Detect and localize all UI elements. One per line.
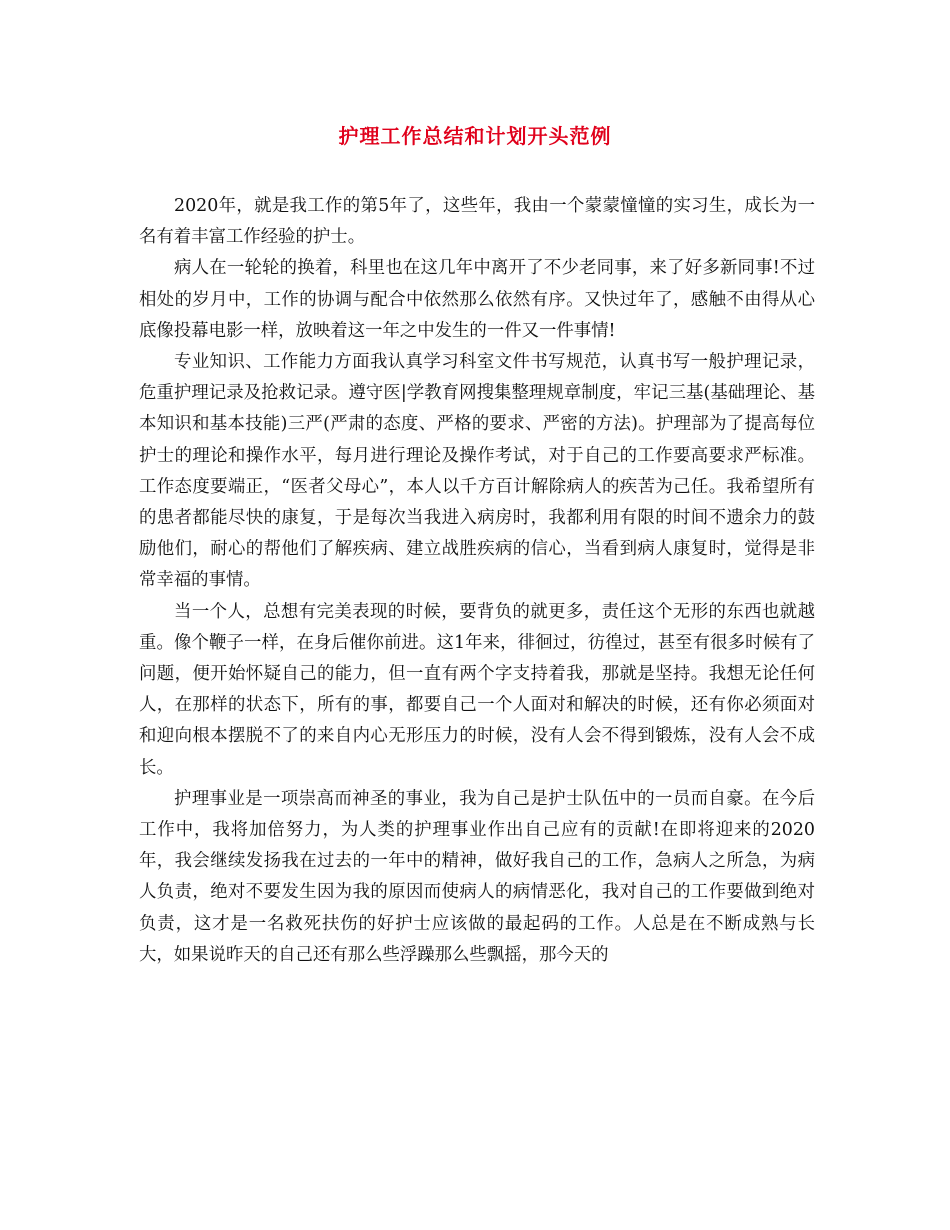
paragraph: 专业知识、工作能力方面我认真学习科室文件书写规范，认真书写一般护理记录，危重护理记录及抢救记录。遵守医|学教育网搜集整理规章制度，牢记三基(基础理论、基本知识和基本技能)三严(严肃的态度、严格的要求、严密的方法)。护理部为了提高每位护士的理论和操作水平，每月进行理论及操作考试，对于自己的工作要高要求严标准。工作态度要端正，“医者父母心”，本人以千方百计解除病人的疾苦为己任。我希望所有的患者都能尽快的康复，于是每次当我进入病房时，我都利用有限的时间不遗余力的鼓励他们，耐心的帮他们了解疾病、建立战胜疾病的信心，当看到病人康复时，觉得是非常幸福的事情。 xyxy=(139,352,815,591)
paragraph: 2020年，就是我工作的第5年了，这些年，我由一个蒙蒙憧憧的实习生，成长为一名有着丰富工作经验的护士。 xyxy=(139,196,815,248)
document-title: 护理工作总结和计划开头范例 xyxy=(338,124,612,148)
paragraph: 护理事业是一项崇高而神圣的事业，我为自己是护士队伍中的一员而自豪。在今后工作中，我将加倍努力，为人类的护理事业作出自己应有的贡献!在即将迎来的2020年，我会继续发扬我在过去的一年中的精神，做好我自己的工作，急病人之所急，为病人负责，绝对不要发生因为我的原因而使病人的病情恶化，我对自己的工作要做到绝对负责，这才是一名救死扶伤的好护士应该做的最起码的工作。人总是在不断成熟与长大，如果说昨天的自己还有那么些浮躁那么些飘摇，那今天的 xyxy=(139,788,815,965)
document-body xyxy=(139,191,815,971)
paragraph: 病人在一轮轮的换着，科里也在这几年中离开了不少老同事，来了好多新同事!不过相处的岁月中，工作的协调与配合中依然那么依然有序。又快过年了，感触不由得从心底像投幕电影一样，放映着这一年之中发生的一件又一件事情! xyxy=(139,258,815,341)
paragraph: 当一个人，总想有完美表现的时候，要背负的就更多，责任这个无形的东西也就越重。像个鞭子一样，在身后催你前进。这1年来，徘徊过，彷徨过，甚至有很多时候有了问题，便开始怀疑自己的能力，但一直有两个字支持着我，那就是坚持。我想无论任何人，在那样的状态下，所有的事，都要自己一个人面对和解决的时候，还有你必须面对和迎向根本摆脱不了的来自内心无形压力的时候，没有人会不得到锻炼，没有人会不成长。 xyxy=(139,601,815,778)
